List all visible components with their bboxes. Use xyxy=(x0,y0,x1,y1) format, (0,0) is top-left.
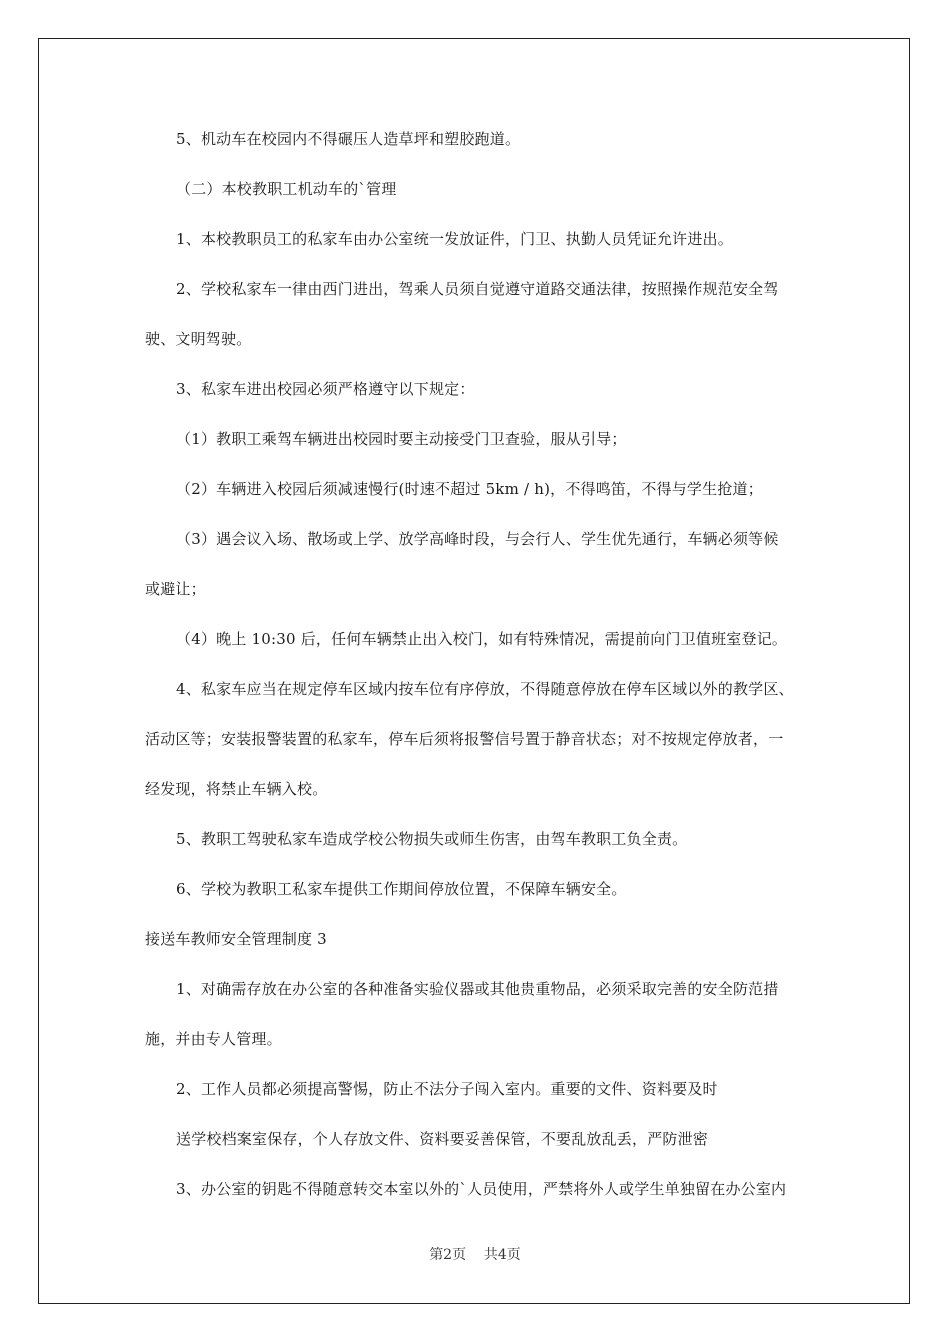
text-line: （1）教职工乘驾车辆进出校园时要主动接受门卫查验，服从引导； xyxy=(176,430,627,448)
text-line: （2）车辆进入校园后须减速慢行(时速不超过 5km / h)，不得鸣笛，不得与学生抢道； xyxy=(176,480,763,498)
text-line: 1、本校教职员工的私家车由办公室统一发放证件，门卫、执勤人员凭证允许进出。 xyxy=(176,230,733,248)
text-line: 驶、文明驾驶。 xyxy=(145,330,252,348)
text-line: （4）晚上 10:30 后，任何车辆禁止出入校门，如有特殊情况，需提前向门卫值班室登记。 xyxy=(176,630,788,648)
section-heading: （二）本校教职工机动车的`管理 xyxy=(176,180,397,198)
text-line: 4、私家车应当在规定停车区域内按车位有序停放，不得随意停放在停车区域以外的教学区、 xyxy=(176,680,794,698)
text-line: 经发现，将禁止车辆入校。 xyxy=(145,780,328,798)
text-line: 2、学校私家车一律由西门进出，驾乘人员须自觉遵守道路交通法律，按照操作规范安全驾 xyxy=(176,280,779,298)
text-line: 或避让； xyxy=(145,580,206,598)
text-line: 1、对确需存放在办公室的各种准备实验仪器或其他贵重物品，必须采取完善的安全防范措 xyxy=(176,980,779,998)
text-line: 3、办公室的钥匙不得随意转交本室以外的`人员使用，严禁将外人或学生单独留在办公室内 xyxy=(176,1180,787,1198)
text-line: 2、工作人员都必须提高警惕，防止不法分子闯入室内。重要的文件、资料要及时 xyxy=(176,1080,718,1098)
text-line: 施，并由专人管理。 xyxy=(145,1030,282,1048)
page-border xyxy=(38,38,910,1304)
text-line: 3、私家车进出校园必须严格遵守以下规定： xyxy=(176,380,475,398)
text-line: 送学校档案室保存，个人存放文件、资料要妥善保管，不要乱放乱丢，严防泄密 xyxy=(176,1130,709,1148)
text-line: （3）遇会议入场、散场或上学、放学高峰时段，与会行人、学生优先通行，车辆必须等候 xyxy=(176,530,779,548)
text-line: 5、教职工驾驶私家车造成学校公物损失或师生伤害，由驾车教职工负全责。 xyxy=(176,830,688,848)
page-number-footer: 第2页 共4页 xyxy=(429,1247,521,1263)
section-title: 接送车教师安全管理制度 3 xyxy=(145,930,327,948)
text-line: 活动区等；安装报警装置的私家车，停车后须将报警信号置于静音状态；对不按规定停放者，一 xyxy=(145,730,784,748)
text-line: 5、机动车在校园内不得碾压人造草坪和塑胶跑道。 xyxy=(176,130,521,148)
text-line: 6、学校为教职工私家车提供工作期间停放位置，不保障车辆安全。 xyxy=(176,880,627,898)
